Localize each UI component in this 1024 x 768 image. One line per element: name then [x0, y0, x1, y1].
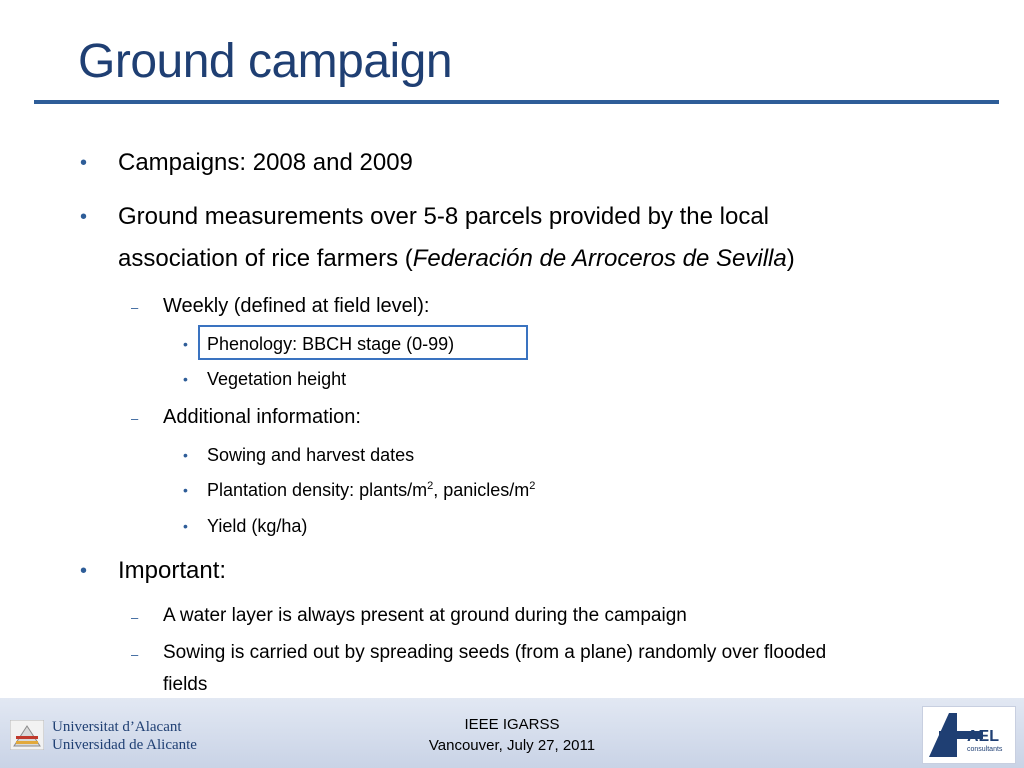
bullet-dot: •: [183, 518, 188, 534]
bullet-text: Yield (kg/ha): [207, 516, 308, 536]
bullet-text: Campaigns: 2008 and 2009: [118, 149, 413, 176]
bullet-text: ): [786, 245, 795, 272]
bullet-ground-measurements: [80, 196, 769, 238]
bullet-text: association of rice farmers (: [118, 245, 413, 272]
ael-logo-subtext: consultants: [967, 746, 1003, 753]
subbullet-weekly: [131, 291, 430, 321]
bullet-dot: •: [183, 336, 188, 352]
bullet-dash: –: [131, 610, 139, 625]
subbullet-sowing: [131, 638, 827, 668]
bullet-text: , panicles/m: [433, 480, 530, 500]
ael-logo-text: AEL: [967, 728, 999, 745]
bullet-text: Phenology: BBCH stage (0-99): [207, 334, 455, 354]
subsubbullet-vegetation: [183, 364, 347, 394]
bullet-text: fields: [163, 674, 208, 695]
bullet-text: Weekly (defined at field level):: [163, 295, 430, 317]
superscript: 2: [427, 480, 434, 492]
bullet-dot: •: [183, 447, 188, 463]
bullet-text: Sowing is carried out by spreading seeds (from a plane) randomly over flooded: [163, 642, 827, 663]
ael-logo-icon: [923, 707, 1015, 763]
subsubbullet-yield: [183, 511, 308, 541]
conference-location-date: Vancouver, July 27, 2011: [428, 737, 596, 754]
university-name-line2: Universidad de Alicante: [52, 737, 197, 753]
title-divider: [34, 100, 999, 104]
slide-footer: [0, 698, 1024, 768]
bullet-text: Vegetation height: [207, 369, 347, 389]
subbullet-sowing-cont: [163, 670, 207, 700]
subsubbullet-phenology: [183, 329, 455, 359]
bullet-dot: •: [80, 560, 88, 582]
bullet-dot: •: [80, 152, 88, 174]
subsubbullet-plantation: [183, 475, 536, 505]
bullet-dash: –: [131, 300, 139, 315]
bullet-text: A water layer is always present at ground during the campaign: [163, 605, 687, 626]
footer-conference-info: [0, 714, 1024, 756]
subsubbullet-sowing-dates: [183, 440, 415, 470]
bullet-dot: •: [80, 206, 88, 228]
bullet-dot: •: [183, 371, 188, 387]
slide-title: Ground campaign: [78, 35, 453, 88]
bullet-ground-measurements-cont: [118, 238, 795, 280]
superscript: 2: [529, 480, 536, 492]
bullet-text: Sowing and harvest dates: [207, 445, 415, 465]
university-name-line1: Universitat d’Alacant: [52, 719, 182, 735]
bullet-text: Plantation density: plants/m: [207, 480, 428, 500]
subbullet-water: [131, 601, 687, 631]
bullet-text-italic: Federación de Arroceros de Sevilla: [412, 245, 787, 272]
conference-name: IEEE IGARSS: [464, 716, 560, 733]
bullet-dash: –: [131, 411, 139, 426]
bullet-important: [80, 550, 227, 592]
bullet-dot: •: [183, 482, 188, 498]
bullet-dash: –: [131, 647, 139, 662]
ael-logo: [922, 706, 1016, 764]
subbullet-additional: [131, 402, 361, 432]
bullet-text: Additional information:: [163, 406, 361, 428]
bullet-campaigns: [80, 142, 413, 184]
bullet-text: Ground measurements over 5-8 parcels provided by the local: [118, 203, 769, 230]
bullet-text: Important:: [118, 557, 227, 584]
